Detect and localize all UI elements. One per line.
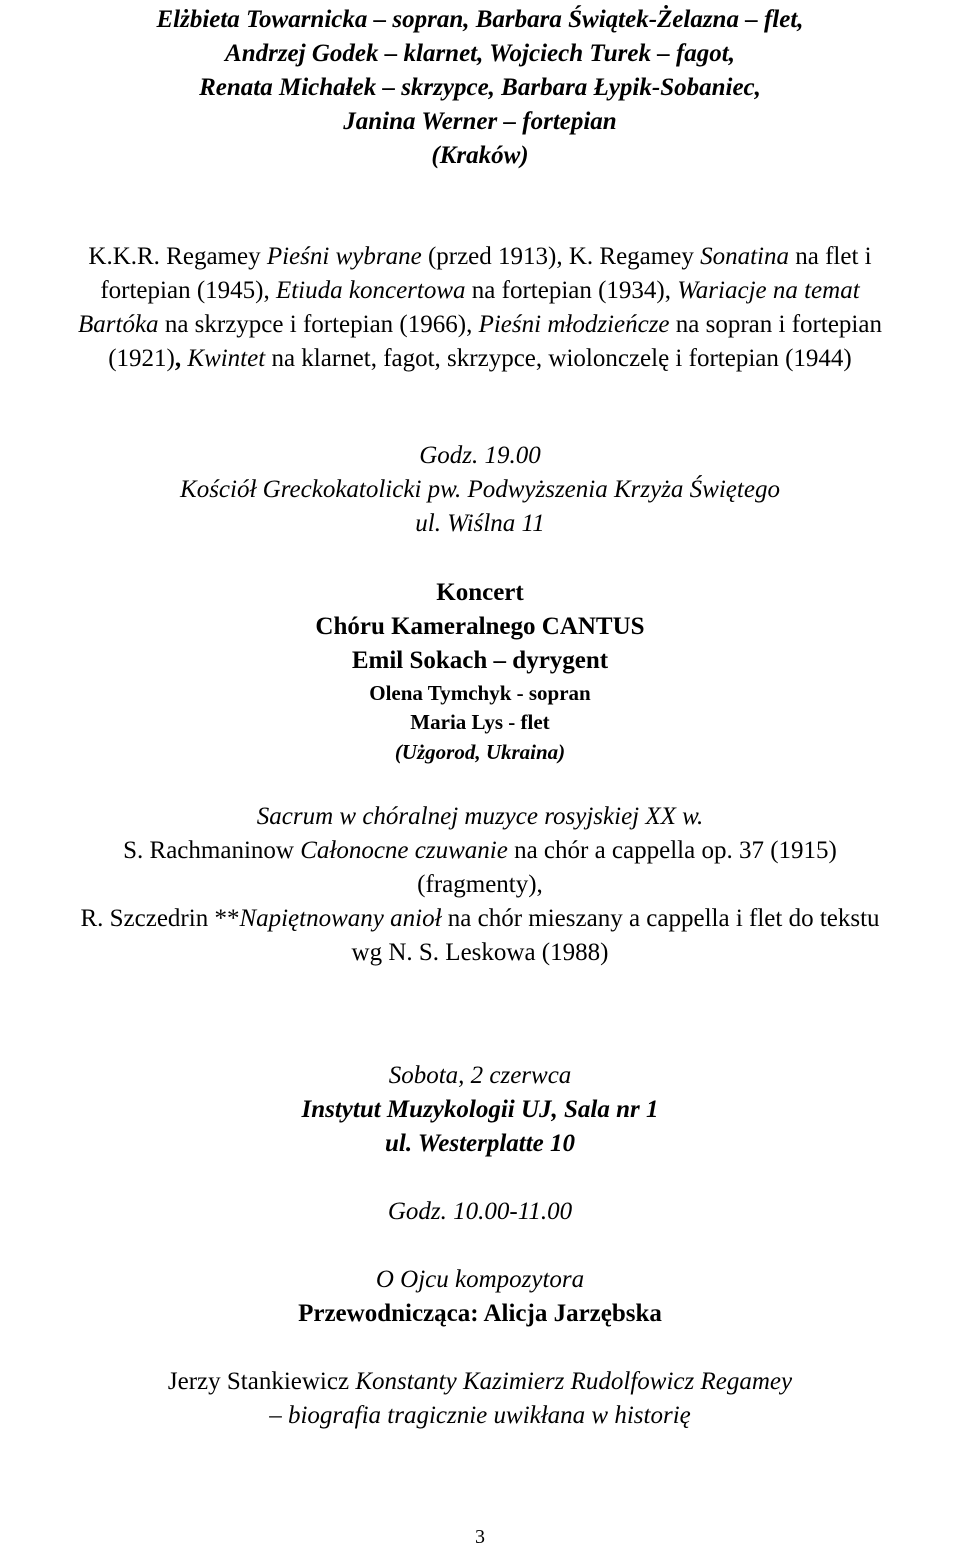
event2-work-title: Napiętnowany anioł — [239, 905, 442, 932]
program1-work-title: Kwintet — [187, 345, 266, 372]
program1-text: (1921) — [108, 345, 175, 372]
conductor: Emil Sokach – dyrygent — [351, 647, 609, 674]
event2-program-line-1 — [0, 834, 960, 868]
event3-venue: Instytut Muzykologii UJ, Sala nr 1 — [301, 1096, 659, 1123]
soloist-flute: Maria Lys - flet — [410, 710, 550, 734]
event3-address: ul. Westerplatte 10 — [384, 1130, 576, 1157]
event2-work-title: Całonocne czuwanie — [300, 837, 508, 864]
program1-line-3 — [0, 308, 960, 342]
performers-line-2: Andrzej Godek – klarnet, Wojciech Turek – fagot, — [225, 40, 735, 67]
concert-heading: Koncert — [436, 579, 524, 606]
program1-line-1 — [0, 240, 960, 274]
program1-work-title: Pieśni młodzieńcze — [478, 311, 670, 338]
soloist-soprano: Olena Tymchyk - sopran — [369, 681, 591, 705]
performers-city: (Kraków) — [431, 142, 529, 169]
program1-work-title: Wariacje na temat — [677, 277, 860, 304]
talk-title: Konstanty Kazimierz Rudolfowicz Regamey — [355, 1368, 793, 1395]
program1-text: na skrzypce i fortepian (1966), — [158, 311, 479, 338]
program1-work-title: Pieśni wybrane — [266, 243, 422, 270]
event2-text: na chór a cappella op. 37 (1915) — [507, 837, 837, 864]
page-number: 3 — [475, 1526, 485, 1548]
program1-text: , — [174, 345, 188, 372]
concert-title: Sacrum w chóralnej muzyce rosyjskiej XX w. — [256, 803, 704, 830]
ensemble-city: (Użgorod, Ukraina) — [394, 740, 566, 764]
program1-work-title: Etiuda koncertowa — [275, 277, 466, 304]
program1-text: (przed 1913), K. Regamey — [421, 243, 701, 270]
performers-line-4: Janina Werner – fortepian — [343, 108, 617, 135]
event2-program-line-3 — [0, 902, 960, 936]
event2-text: R. Szczedrin ** — [80, 905, 240, 932]
event2-program-line-2: (fragmenty), — [417, 871, 543, 898]
program1-text: na sopran i fortepian — [669, 311, 882, 338]
event2-text: S. Rachmaninow — [123, 837, 301, 864]
event2-text: na chór mieszany a cappella i flet do tekstu — [441, 905, 880, 932]
choir-name: Chóru Kameralnego CANTUS — [315, 613, 645, 640]
event2-address: ul. Wiślna 11 — [415, 510, 545, 537]
program1-text: na klarnet, fagot, skrzypce, wiolonczelę i fortepian (1944) — [265, 345, 852, 372]
session-chair: Przewodnicząca: Alicja Jarzębska — [298, 1300, 662, 1327]
program1-line-4 — [0, 342, 960, 376]
performers-line-3: Renata Michałek – skrzypce, Barbara Łypik-Sobaniec, — [199, 74, 761, 101]
program1-work-title: Sonatina — [700, 243, 789, 270]
program1-line-2 — [0, 274, 960, 308]
program1-text: K.K.R. Regamey — [88, 243, 267, 270]
program1-text: fortepian (1945), — [100, 277, 276, 304]
program1-text: na flet i — [788, 243, 872, 270]
session-topic: O Ojcu kompozytora — [375, 1266, 585, 1293]
talk-speaker: Jerzy Stankiewicz — [167, 1368, 356, 1395]
event2-program-line-4: wg N. S. Leskowa (1988) — [351, 939, 609, 966]
event3-date: Sobota, 2 czerwca — [388, 1062, 572, 1089]
talk-line-1 — [0, 1365, 960, 1399]
program1-text: na fortepian (1934), — [465, 277, 678, 304]
program1-work-title: Bartóka — [78, 311, 159, 338]
event2-time: Godz. 19.00 — [419, 442, 541, 469]
event3-time: Godz. 10.00-11.00 — [387, 1198, 573, 1225]
performers-line-1: Elżbieta Towarnicka – sopran, Barbara Świątek-Żelazna – flet, — [156, 6, 804, 33]
talk-line-2: – biografia tragicznie uwikłana w historię — [269, 1402, 691, 1429]
event2-venue: Kościół Greckokatolicki pw. Podwyższenia Krzyża Świętego — [180, 476, 780, 503]
